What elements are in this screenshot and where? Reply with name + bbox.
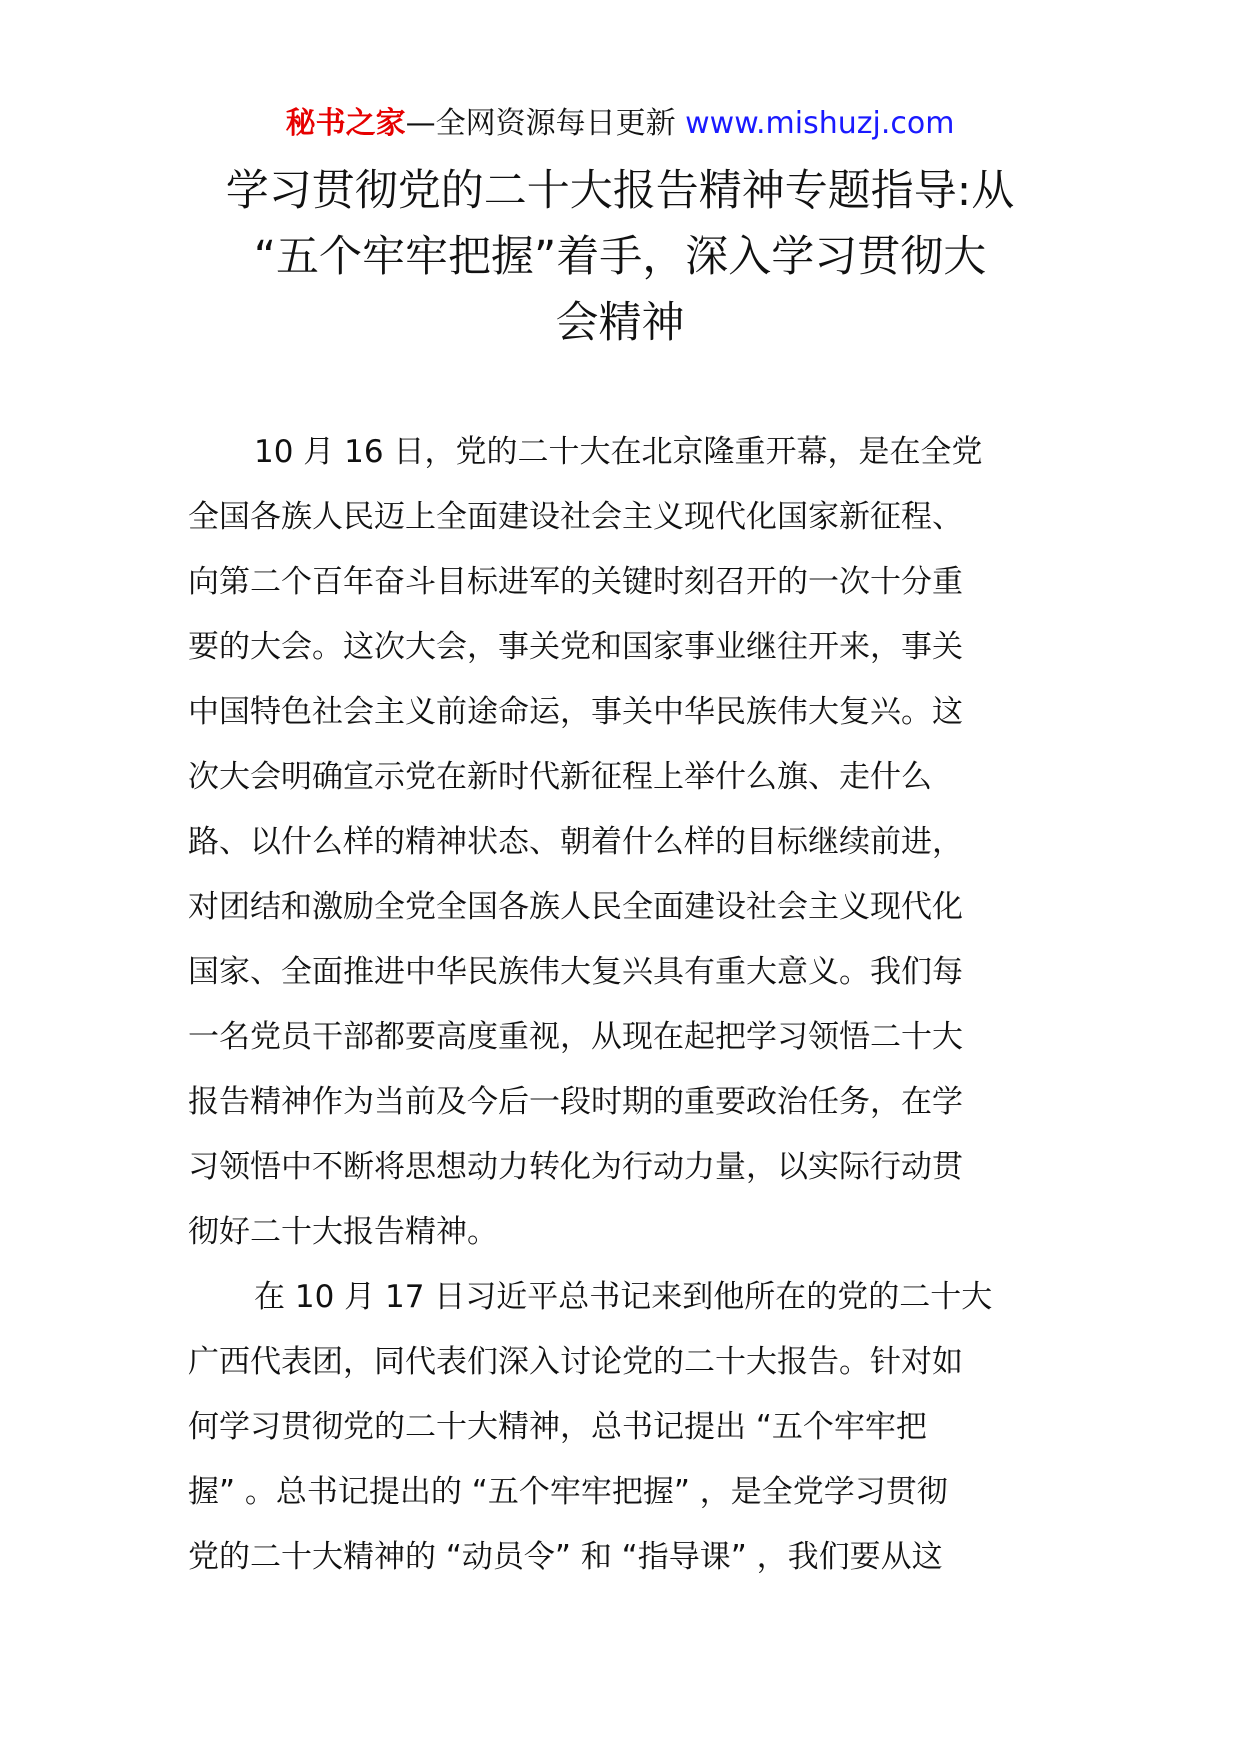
title-line: “五个牢牢把握”着手，深入学习贯彻大 (253, 232, 987, 282)
text-line: 在 10 月 17 日习近平总书记来到他所在的党的二十大 (254, 1279, 993, 1315)
text-line: 彻好二十大报告精神。 (188, 1214, 498, 1250)
text-line: 一名党员干部都要高度重视，从现在起把学习领悟二十大 (188, 1019, 963, 1055)
text-line: 10 月 16 日，党的二十大在北京隆重开幕，是在全党 (254, 434, 983, 470)
brand-name: 秘书之家 (285, 106, 406, 141)
site-header (0, 102, 1240, 146)
text-line: 要的大会。这次大会，事关党和国家事业继往开来，事关 (188, 629, 963, 665)
title-line: 会精神 (555, 298, 685, 348)
text-line: 报告精神作为当前及今后一段时期的重要政治任务，在学 (188, 1084, 963, 1120)
text-line: 次大会明确宣示党在新时代新征程上举什么旗、走什么 (188, 759, 932, 795)
text-line: 路、以什么样的精神状态、朝着什么样的目标继续前进， (188, 824, 963, 860)
text-line: 国家、全面推进中华民族伟大复兴具有重大意义。我们每 (188, 954, 963, 990)
site-url-link[interactable]: www.mishuzj.com (685, 106, 955, 141)
document-title (170, 158, 1070, 356)
text-line: 何学习贯彻党的二十大精神，总书记提出 “五个牢牢把 (188, 1409, 927, 1445)
text-line: 向第二个百年奋斗目标进军的关键时刻召开的一次十分重 (188, 564, 963, 600)
text-line: 握” 。总书记提出的 “五个牢牢把握” ，是全党学习贯彻 (188, 1474, 948, 1510)
paragraph-1 (188, 420, 1058, 1265)
text-line: 习领悟中不断将思想动力转化为行动力量，以实际行动贯 (188, 1149, 963, 1185)
title-line: 学习贯彻党的二十大报告精神专题指导:从 (225, 166, 1015, 216)
text-line: 对团结和激励全党全国各族人民全面建设社会主义现代化 (188, 889, 963, 925)
text-line: 广西代表团，同代表们深入讨论党的二十大报告。针对如 (188, 1344, 963, 1380)
text-line: 中国特色社会主义前途命运，事关中华民族伟大复兴。这 (188, 694, 963, 730)
text-line: 全国各族人民迈上全面建设社会主义现代化国家新征程、 (188, 499, 963, 535)
header-slogan: —全网资源每日更新 (405, 106, 676, 141)
paragraph-2 (188, 1265, 1058, 1590)
document-body (188, 420, 1058, 1590)
text-line: 党的二十大精神的 “动员令” 和 “指导课” ，我们要从这 (188, 1539, 943, 1575)
